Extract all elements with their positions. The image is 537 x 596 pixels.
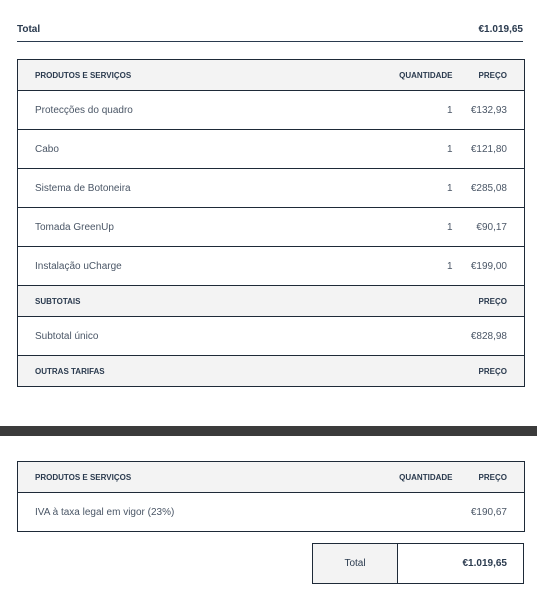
item-price: €190,67	[453, 493, 525, 532]
item-price: €132,93	[453, 91, 525, 130]
other-fees-price-label: PREÇO	[453, 356, 525, 387]
table-header-row	[18, 462, 525, 493]
item-price: €199,00	[453, 247, 525, 286]
table-row	[18, 247, 525, 286]
header-price: PREÇO	[453, 60, 525, 91]
item-price: €121,80	[453, 130, 525, 169]
item-name: Protecções do quadro	[18, 91, 288, 130]
subtotal-row	[18, 317, 525, 356]
subtotal-name: Subtotal único	[18, 317, 453, 356]
item-qty: 1	[288, 130, 453, 169]
taxes-table	[17, 461, 525, 532]
subtotals-header-row	[18, 286, 525, 317]
grand-total-value: €1.019,65	[462, 558, 507, 569]
item-price: €285,08	[453, 169, 525, 208]
table-row	[18, 130, 525, 169]
subtotals-label: SUBTOTAIS	[18, 286, 453, 317]
item-qty: 1	[288, 91, 453, 130]
item-qty: 1	[288, 208, 453, 247]
table-header-row	[18, 60, 525, 91]
item-name: Tomada GreenUp	[18, 208, 288, 247]
total-summary-bar	[17, 20, 523, 42]
item-qty	[288, 493, 453, 532]
table-row	[18, 493, 525, 532]
item-price: €90,17	[453, 208, 525, 247]
header-products: PRODUTOS E SERVIÇOS	[18, 462, 288, 493]
header-price: PREÇO	[453, 462, 525, 493]
other-fees-header-row	[18, 356, 525, 387]
item-name: Sistema de Botoneira	[18, 169, 288, 208]
header-quantity: QUANTIDADE	[288, 60, 453, 91]
grand-total-label: Total	[313, 544, 398, 583]
total-value: €1.019,65	[478, 24, 523, 35]
header-quantity: QUANTIDADE	[288, 462, 453, 493]
item-qty: 1	[288, 169, 453, 208]
subtotal-value: €828,98	[453, 317, 525, 356]
header-products: PRODUTOS E SERVIÇOS	[18, 60, 288, 91]
products-table	[17, 59, 525, 387]
total-label: Total	[17, 24, 41, 35]
other-fees-label: OUTRAS TARIFAS	[18, 356, 453, 387]
item-name: IVA à taxa legal em vigor (23%)	[18, 493, 288, 532]
item-name: Instalação uCharge	[18, 247, 288, 286]
grand-total-box	[312, 543, 524, 584]
table-row	[18, 169, 525, 208]
table-row	[18, 208, 525, 247]
item-qty: 1	[288, 247, 453, 286]
item-name: Cabo	[18, 130, 288, 169]
page-divider	[0, 426, 537, 436]
table-row	[18, 91, 525, 130]
subtotals-price-label: PREÇO	[453, 286, 525, 317]
